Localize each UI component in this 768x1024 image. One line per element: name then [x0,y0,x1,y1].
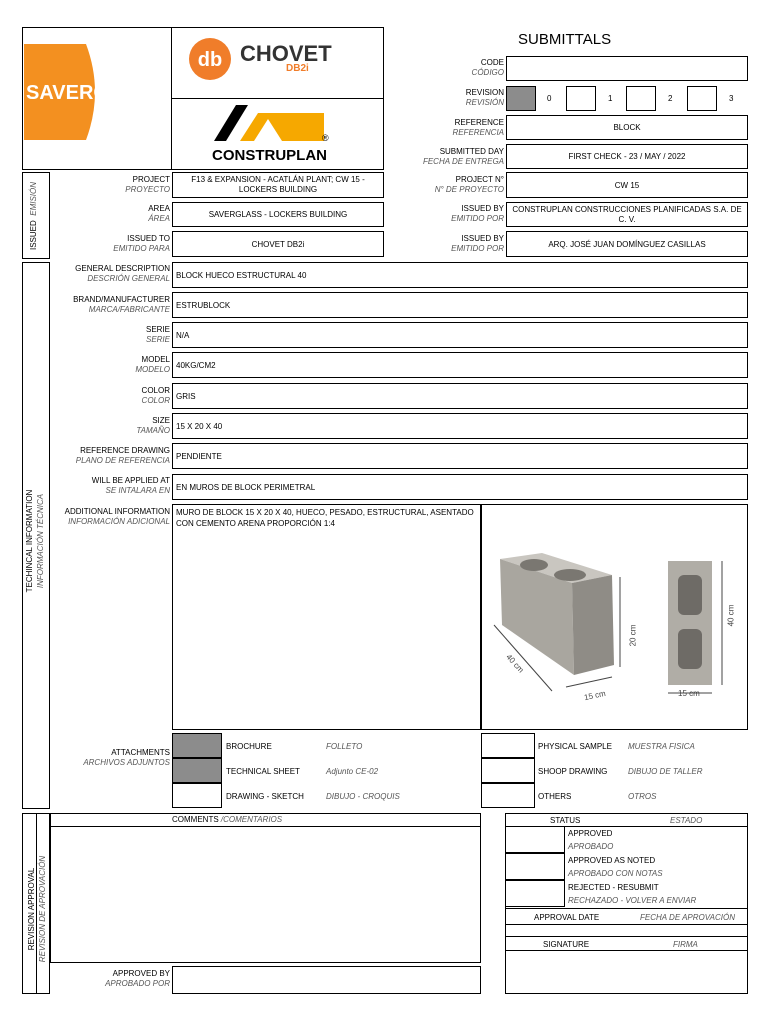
comments-title: COMMENTS /COMENTARIOS [172,815,283,824]
technical-sheet-label: TECHNICAL SHEET [226,767,300,776]
submitted-day-field[interactable]: FIRST CHECK - 23 / MAY / 2022 [506,144,748,169]
approved-as-noted-checkbox[interactable] [505,853,565,880]
saverglass-logo-text: SAVERGLASS [26,82,163,104]
model-label: MODEL MODELO [135,355,170,374]
reference-field[interactable]: BLOCK [506,115,748,140]
physical-sample-label-es: MUESTRA FISICA [628,742,695,751]
rejected-checkbox[interactable] [505,880,565,907]
issued-by-2-label: ISSUED BY EMITIDO POR [451,234,504,253]
others-label: OTHERS [538,792,572,801]
chovet-logo [188,37,348,85]
revision-2-box[interactable] [626,86,656,111]
approved-as-noted-label: APPROVED AS NOTED [568,856,656,865]
technical-sheet-checkbox[interactable] [172,758,222,783]
approved-by-field[interactable] [172,966,481,994]
reference-drawing-label: REFERENCE DRAWING PLANO DE REFERENCIA [75,446,170,465]
logo-divider-h [171,98,384,99]
construplan-logo-mark [214,105,326,141]
revision-2-label: 2 [668,94,673,103]
revision-label: REVISION REVISIÓN [465,88,504,107]
issued-to-field[interactable]: CHOVET DB2i [172,231,384,257]
chovet-logo-text: CHOVET [240,41,332,66]
code-label: CODE CÓDIGO [471,58,504,77]
revision-1-box[interactable] [566,86,596,111]
serie-field[interactable]: N/A [172,322,748,348]
svg-text:db: db [197,49,223,71]
construplan-reg: ® [322,133,329,143]
project-no-field[interactable]: CW 15 [506,172,748,198]
applied-at-field[interactable]: EN MUROS DE BLOCK PERIMETRAL [172,474,748,500]
general-description-field[interactable]: BLOCK HUECO ESTRUCTURAL 40 [172,262,748,288]
concrete-block-image [482,505,747,729]
rejected-label-es: RECHAZADO - VOLVER A ENVIAR [568,896,697,905]
drawing-sketch-label: DRAWING - SKETCH [226,792,304,801]
approved-by-label: APPROVED BY APROBADO POR [105,969,170,988]
project-no-label: PROJECT N° N° DE PROYECTO [434,175,504,194]
technical-sheet-label-es: Adjunto CE-02 [326,767,379,776]
approval-date-label: APPROVAL DATE [534,913,600,922]
color-field[interactable]: GRIS [172,383,748,409]
issued-by-2-field[interactable]: ARQ. JOSÉ JUAN DOMÍNGUEZ CASILLAS [506,231,748,257]
construplan-logo [210,105,340,167]
revision-3-label: 3 [729,94,734,103]
approved-as-noted-label-es: APROBADO CON NOTAS [568,869,663,878]
project-label: PROJECT PROYECTO [125,175,170,194]
approved-label-es: APROBADO [568,842,614,851]
signature-label-es: FIRMA [673,940,698,949]
area-label: AREA ÁREA [148,204,170,223]
revision-approval-title: REVISION APPROVAL REVISION DE APROVACIÓN [27,855,47,963]
dim-width2-label: 15 cm [678,689,700,698]
attachments-label: ATTACHMENTS ARCHIVOS ADJUNTOS [83,748,170,767]
additional-info-text: MURO DE BLOCK 15 X 20 X 40, HUECO, PESADO, ESTRUCTURAL, ASENTADO CON CEMENTO ARENA PROPORCIÓN 1:4 [176,508,474,528]
rejected-label: REJECTED - RESUBMIT [568,883,659,892]
issued-section-title: ISSUED EMISIÓN [29,181,38,251]
brand-field[interactable]: ESTRUBLOCK [172,292,748,318]
serie-label: SERIE SERIE [145,325,170,344]
size-field[interactable]: 15 X 20 X 40 [172,413,748,439]
color-label: COLOR COLOR [141,386,170,405]
signature-field[interactable] [505,951,748,994]
others-label-es: OTROS [628,792,657,801]
chovet-logo-subtext: DB2i [286,63,309,74]
brochure-label-es: FOLLETO [326,742,363,751]
revision-1-label: 1 [608,94,613,103]
approval-date-field[interactable] [505,924,748,937]
brand-label: BRAND/MANUFACTURER MARCA/FABRICANTE [73,295,170,314]
shop-drawing-label: SHOOP DRAWING [538,767,608,776]
issued-by-label: ISSUED BY EMITIDO POR [451,204,504,223]
drawing-sketch-label-es: DIBUJO - CROQUIS [326,792,400,801]
issued-to-label: ISSUED TO EMITIDO PARA [113,234,170,253]
status-title-es: ESTADO [670,816,703,825]
physical-sample-label: PHYSICAL SAMPLE [538,742,612,751]
shop-drawing-checkbox[interactable] [481,758,535,783]
dim-height2-label: 40 cm [726,604,736,627]
block-image-box [481,504,748,730]
brochure-label: BROCHURE [226,742,272,751]
code-field[interactable] [506,56,748,81]
submitted-day-label: SUBMITTED DAY FECHA DE ENTREGA [422,147,504,166]
approval-date-label-es: FECHA DE APROVACIÓN [640,913,735,922]
page-title: SUBMITTALS [518,31,612,48]
revision-3-box[interactable] [687,86,717,111]
revision-0-label: 0 [547,94,552,103]
dim-height-label: 20 cm [628,624,638,647]
approved-checkbox[interactable] [505,826,565,853]
reference-drawing-field[interactable]: PENDIENTE [172,443,748,469]
additional-info-label: ADDITIONAL INFORMATION INFORMACIÓN ADICIONAL [64,507,170,526]
brochure-checkbox[interactable] [172,733,222,758]
physical-sample-checkbox[interactable] [481,733,535,758]
dim-width-label: 15 cm [583,688,607,703]
issued-by-field[interactable]: CONSTRUPLAN CONSTRUCCIONES PLANIFICADAS S.A. DE C. V. [506,202,748,227]
project-field[interactable]: F13 & EXPANSION - ACATLÁN PLANT; CW 15 - LOCKERS BUILDING [172,172,384,198]
general-description-label: GENERAL DESCRIPTION DESCRIÓN GENERAL [75,264,170,283]
status-title: STATUS [550,816,581,825]
signature-label: SIGNATURE [543,940,590,949]
shop-drawing-label-es: DIBUJO DE TALLER [628,767,703,776]
model-field[interactable]: 40KG/CM2 [172,352,748,378]
drawing-sketch-checkbox[interactable] [172,783,222,808]
construplan-logo-text: CONSTRUPLAN [212,147,327,164]
reference-label: REFERENCE REFERENCIA [452,118,504,137]
approved-label: APPROVED [568,829,613,838]
size-label: SIZE TAMAÑO [136,416,170,435]
chovet-logo-mark [188,37,232,81]
comments-header-line [50,826,481,827]
dim-length-label: 40 cm [504,652,526,675]
others-checkbox[interactable] [481,783,535,808]
technical-section-title: TECHINCAL INFORMATION INFORMACIÓN TÉCNICA [25,489,45,593]
revision-0-box[interactable] [506,86,536,111]
area-field[interactable]: SAVERGLASS - LOCKERS BUILDING [172,202,384,227]
comments-box[interactable] [50,813,481,963]
applied-at-label: WILL BE APPLIED AT SE INTALARA EN [91,476,170,495]
additional-info-field[interactable] [172,504,481,730]
